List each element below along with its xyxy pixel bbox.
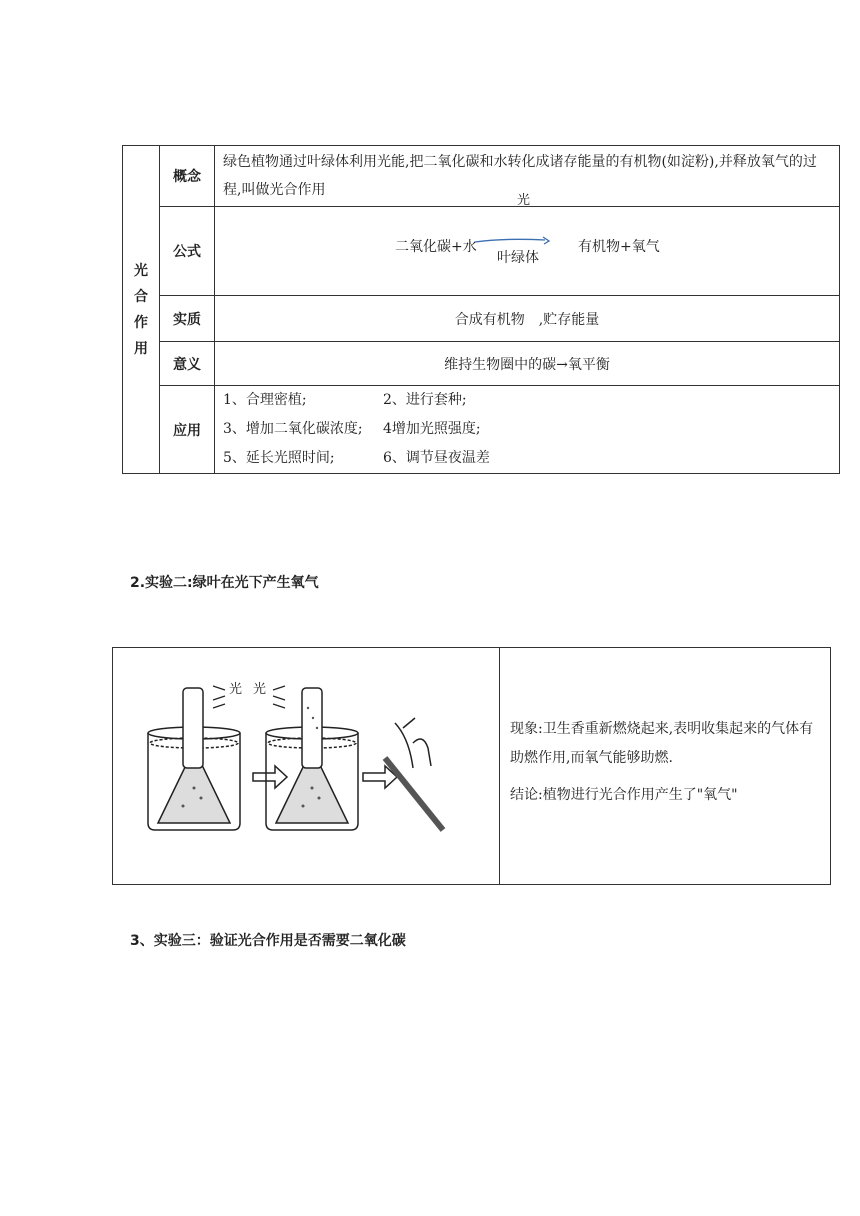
experiment2-table bbox=[112, 647, 831, 885]
application-line bbox=[223, 444, 831, 473]
formula-products: 有机物+氧气 bbox=[578, 239, 660, 255]
application-list bbox=[215, 386, 840, 474]
light-label: 光 bbox=[229, 682, 243, 697]
section3-heading: 3、实验三：验证光合作用是否需要二氧化碳 bbox=[130, 933, 406, 949]
section2-heading: 2.实验二:绿叶在光下产生氧气 bbox=[130, 575, 319, 591]
phenomenon-text: 现象:卫生香重新燃烧起来,表明收集起来的气体有助燃作用,而氧气能够助燃. bbox=[510, 720, 814, 766]
group-char: 作 bbox=[134, 314, 148, 331]
application-line bbox=[223, 415, 831, 444]
essence-text: 合成有机物 ,贮存能量 bbox=[215, 296, 840, 342]
group-label bbox=[123, 146, 160, 474]
concept-header: 概念 bbox=[160, 146, 215, 207]
application-header: 应用 bbox=[160, 386, 215, 474]
concept-text: 绿色植物通过叶绿体利用光能,把二氧化碳和水转化成诸存能量的有机物(如淀粉),并释放氧气的过程,叫做光合作用 bbox=[215, 146, 840, 207]
light-label: 光 bbox=[253, 682, 267, 697]
group-char: 合 bbox=[134, 288, 148, 305]
formula-condition-chloroplast: 叶绿体 bbox=[497, 250, 539, 266]
application-line bbox=[223, 386, 831, 415]
experiment2-result-cell bbox=[500, 648, 831, 885]
significance-text: 维持生物圈中的碳→氧平衡 bbox=[215, 342, 840, 386]
group-char: 光 bbox=[134, 262, 148, 279]
application-item: 2、进行套种; bbox=[383, 392, 467, 408]
application-item: 6、调节昼夜温差 bbox=[383, 450, 490, 466]
experiment-illustration bbox=[113, 648, 499, 880]
essence-header: 实质 bbox=[160, 296, 215, 342]
application-item: 3、增加二氧化碳浓度; bbox=[223, 421, 363, 437]
formula-condition-light: 光 bbox=[517, 193, 531, 208]
application-item: 1、合理密植; bbox=[223, 392, 307, 408]
application-item: 5、延长光照时间; bbox=[223, 450, 335, 466]
formula-cell bbox=[215, 193, 840, 296]
conclusion-text: 结论:植物进行光合作用产生了"氧气" bbox=[510, 786, 738, 803]
formula-reactants: 二氧化碳+水 bbox=[395, 239, 477, 255]
reaction-arrow-icon bbox=[473, 234, 553, 248]
application-item: 4增加光照强度; bbox=[383, 421, 481, 437]
experiment2-figure-cell bbox=[113, 648, 500, 885]
significance-header: 意义 bbox=[160, 342, 215, 386]
photosynthesis-table bbox=[122, 145, 840, 474]
formula-header: 公式 bbox=[160, 207, 215, 296]
group-char: 用 bbox=[134, 340, 148, 357]
